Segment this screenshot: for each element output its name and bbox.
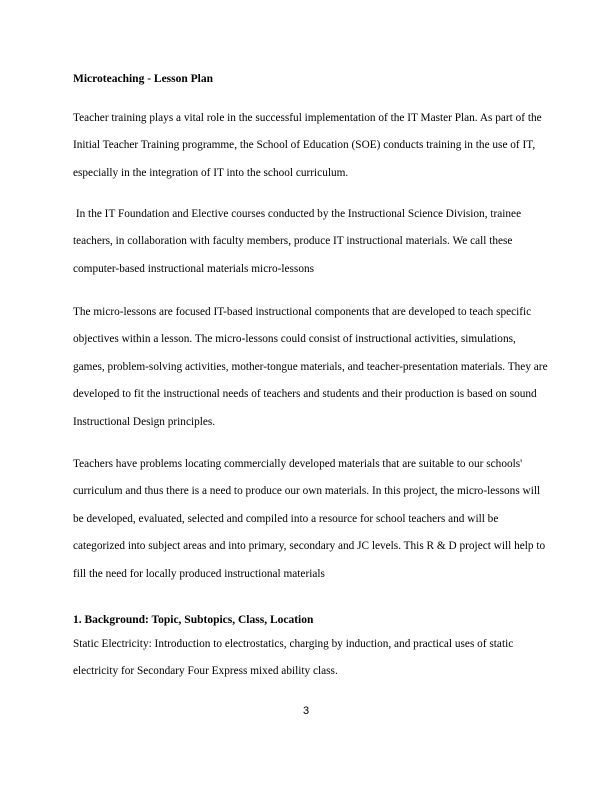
section-body-background: Static Electricity: Introduction to electrostatics, charging by induction, and practical uses of static electricity for Secondary Four Express mixed ability class. (73, 638, 514, 678)
document-title: Microteaching - Lesson Plan (73, 73, 214, 85)
paragraph-micro-lessons-intro: In the IT Foundation and Elective courses conducted by the Instructional Science Division, trainee teachers, in collaboration with faculty members, produce IT instructional materials. We call these computer-based instructional materials micro-lessons (73, 208, 522, 275)
paragraph-it-training: Teacher training plays a vital role in the successful implementation of the IT Master Plan. As part of the Initial Teacher Training programme, the School of Education (SOE) conducts training in the use of IT, especially in the integration of IT into the school curriculum. (73, 112, 542, 179)
paragraph-project-rationale: Teachers have problems locating commercially developed materials that are suitable to our schools' curriculum and thus there is a need to produce our own materials. In this project, the micro-lessons will be developed, evaluated, selected and compiled into a resource for school teachers and will be categorized into subject areas and into primary, secondary and JC levels. This R & D project will help to fill the need for locally produced instructional materials (73, 458, 546, 580)
page-number: 3 (302, 705, 310, 717)
section-heading-background: 1. Background: Topic, Subtopics, Class, Location (73, 614, 314, 626)
paragraph-micro-lessons-description: The micro-lessons are focused IT-based instructional components that are developed to teach specific objectives within a lesson. The micro-lessons could consist of instructional activities, simulations, games, problem-solving activities, mother-tongue materials, and teacher-presentation materials. They are developed to fit the instructional needs of teachers and students and their production is based on sound Instructional Design principles. (73, 306, 548, 428)
